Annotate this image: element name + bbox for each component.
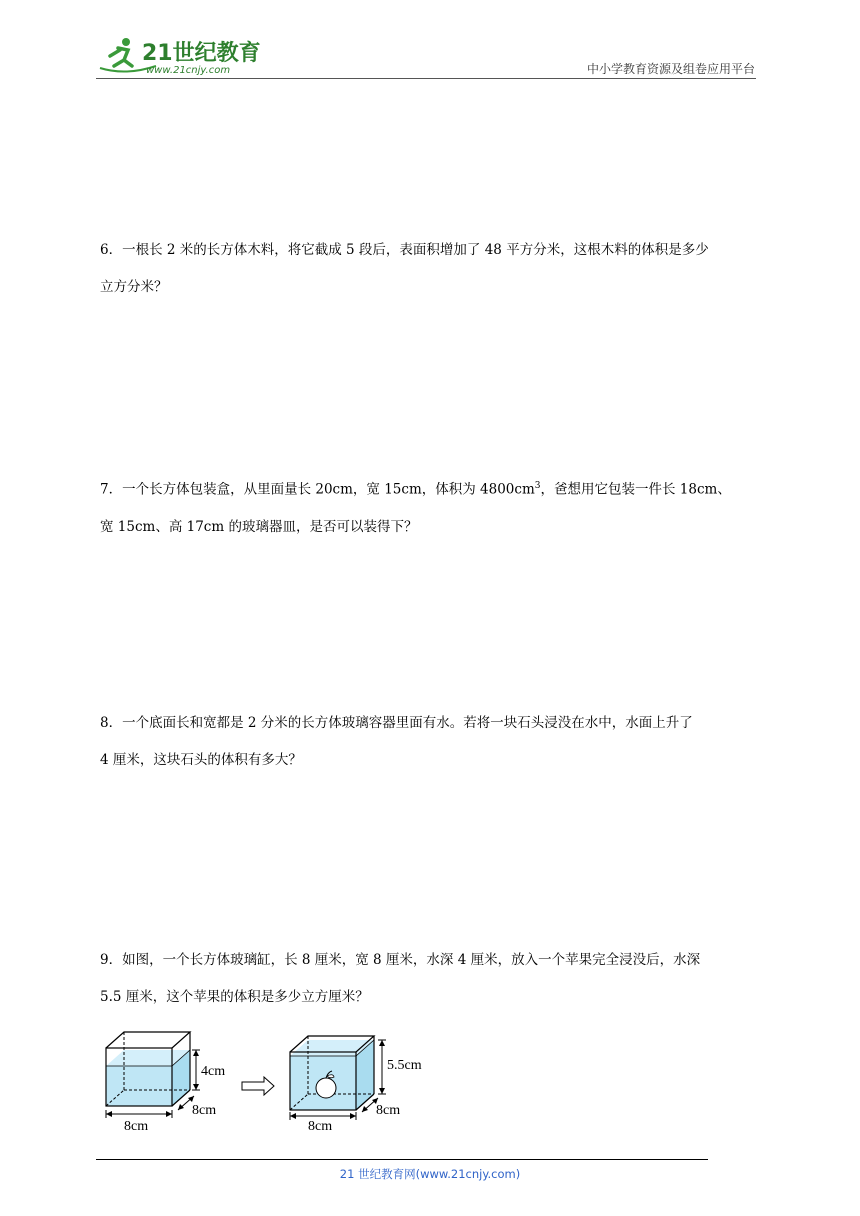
left-length-label: 8cm: [192, 1103, 217, 1118]
tank-figure: [100, 1026, 460, 1138]
site-logo: [96, 36, 266, 80]
cubic-superscript: 3: [534, 481, 541, 491]
left-width-label: 8cm: [124, 1119, 149, 1134]
logo-url-text: www.21cnjy.com: [146, 65, 231, 76]
platform-text: 中小学教育资源及组卷应用平台: [586, 62, 755, 76]
footer-divider: [96, 1159, 708, 1160]
question-7-line1: [100, 468, 760, 509]
question-9-line1: 9．如图，一个长方体玻璃缸，长 8 厘米，宽 8 厘米，水深 4 厘米，放入一个苹果完全浸没后，水深: [100, 952, 701, 968]
right-arrow-icon: [242, 1077, 274, 1095]
question-7: [100, 468, 760, 546]
question-8: [100, 705, 760, 779]
question-9: [100, 942, 760, 1016]
header-divider: [96, 78, 756, 79]
right-tank: [290, 1036, 422, 1134]
question-6-line1: 6．一根长 2 米的长方体木料，将它截成 5 段后，表面积增加了 48 平方分米，这根木料的体积是多少: [100, 242, 709, 258]
right-length-label: 8cm: [376, 1103, 401, 1118]
left-water-front: [106, 1066, 172, 1106]
question-7-line1-a: 7．一个长方体包装盒，从里面量长 20cm，宽 15cm，体积为 4800cm: [100, 481, 535, 498]
question-8-line1: 8．一个底面长和宽都是 2 分米的长方体玻璃容器里面有水。若将一块石头浸没在水中，水面上升了: [100, 715, 693, 731]
question-6: [100, 232, 760, 306]
left-tank: [106, 1032, 225, 1134]
right-width-label: 8cm: [308, 1119, 333, 1134]
question-7-line2: 宽 15cm、高 17cm 的玻璃器皿，是否可以装得下？: [100, 518, 418, 535]
left-height-label: 4cm: [201, 1064, 226, 1079]
logo-text: 21世纪教育: [142, 41, 261, 66]
right-height-label: 5.5cm: [387, 1058, 422, 1073]
question-6-line2: 立方分米？: [100, 279, 168, 295]
question-7-line1-b: ，爸想用它包装一件长 18cm、: [540, 481, 731, 498]
question-8-line2: 4 厘米，这块石头的体积有多大？: [100, 752, 302, 768]
footer-text[interactable]: 21 世纪教育网(www.21cnjy.com): [339, 1167, 521, 1181]
question-9-line2: 5.5 厘米，这个苹果的体积是多少立方厘米？: [100, 989, 369, 1005]
